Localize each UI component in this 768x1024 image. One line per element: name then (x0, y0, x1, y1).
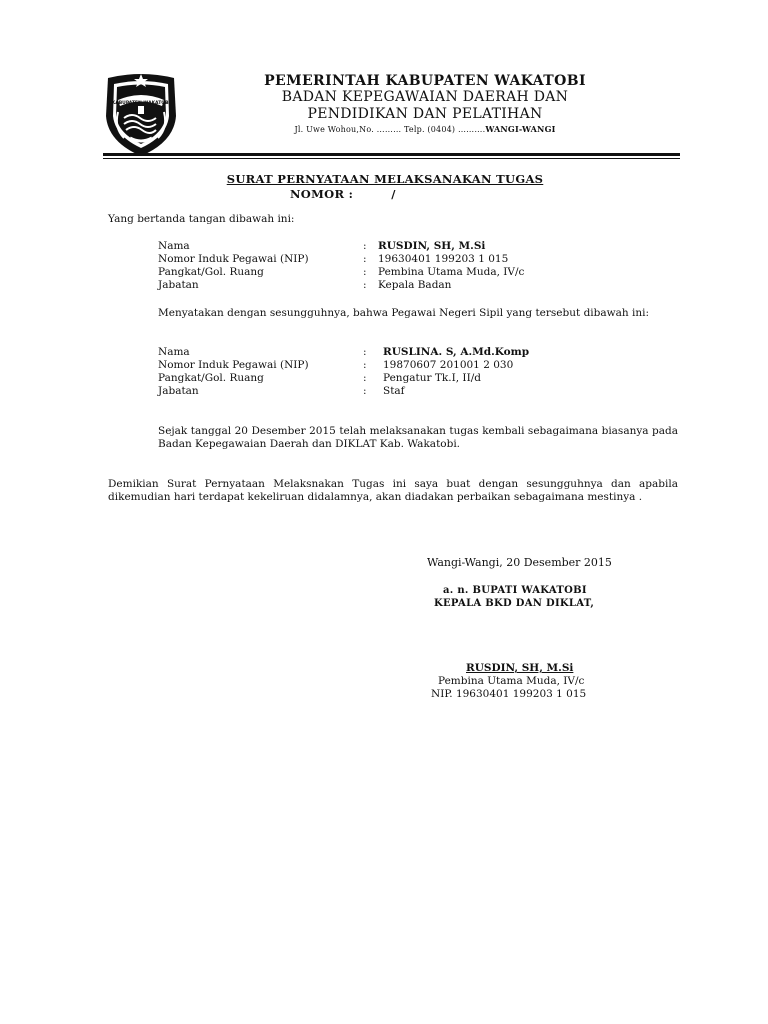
employee-nip-label: Nomor Induk Pegawai (NIP) (158, 359, 309, 371)
intro-text: Yang bertanda tangan dibawah ini: (108, 213, 295, 225)
address-line (195, 124, 655, 134)
statement-paragraph: Menyatakan dengan sesungguhnya, bahwa Pegawai Negeri Sipil yang tersebut dibawah ini: (158, 307, 649, 319)
employee-position-label: Jabatan (158, 385, 199, 397)
on-behalf-line: a. n. BUPATI WAKATOBI (443, 585, 587, 596)
document-title: SURAT PERNYATAAN MELAKSANAKAN TUGAS (226, 172, 544, 186)
since-paragraph: Sejak tanggal 20 Desember 2015 telah melaksanakan tugas kembali sebagaimana biasanya pada Badan Kepegawaian Daerah dan DIKLAT Kab. Wakatobi. (158, 425, 678, 450)
regency-emblem-logo (100, 72, 182, 158)
employee-name-value: RUSLINA. S, A.Md.Komp (383, 346, 530, 358)
signer-position-label: Jabatan (158, 279, 199, 291)
place-date: Wangi-Wangi, 20 Desember 2015 (427, 556, 612, 569)
signer-position-title: KEPALA BKD DAN DIKLAT, (434, 598, 595, 609)
agency-line-2: PENDIDIKAN DAN PELATIHAN (307, 106, 543, 122)
government-name: PEMERINTAH KABUPATEN WAKATOBI (264, 73, 586, 89)
signature-name: RUSDIN, SH, M.Si (466, 662, 574, 674)
number-label: NOMOR : (290, 187, 354, 201)
signer-nip-colon: : (363, 253, 367, 265)
signer-rank-value: Pembina Utama Muda, IV/c (378, 266, 525, 278)
employee-rank-colon: : (363, 372, 367, 384)
employee-name-label: Nama (158, 346, 190, 358)
signature-rank: Pembina Utama Muda, IV/c (438, 675, 585, 687)
signer-name-value: RUSDIN, SH, M.Si (378, 240, 486, 252)
signer-position-value: Kepala Badan (378, 279, 452, 291)
employee-position-value: Staf (383, 385, 405, 397)
employee-position-colon: : (363, 385, 367, 397)
signer-name-label: Nama (158, 240, 190, 252)
agency-name (195, 89, 655, 123)
agency-line-1: BADAN KEPEGAWAIAN DAERAH DAN (281, 89, 569, 105)
employee-nip-value: 19870607 201001 2 030 (383, 359, 514, 371)
document-number (290, 187, 396, 201)
address-text: Jl. Uwe Wohou,No. ……… Telp. (0404) ………. (294, 125, 486, 134)
number-slash: / (391, 187, 396, 201)
header-rule-thin (103, 158, 680, 159)
closing-paragraph: Demikian Surat Pernyataan Melaksnakan Tugas ini saya buat dengan sesungguhnya dan apabila dikemudian hari terdapat kekeliruan didalamnya, akan diadakan perbaikan sebagaimana mestinya . (108, 478, 678, 503)
header-rule-thick (103, 153, 680, 156)
employee-name-colon: : (363, 346, 367, 358)
signer-position-colon: : (363, 279, 367, 291)
svg-text:KABUPATEN WAKATOBI: KABUPATEN WAKATOBI (111, 101, 171, 106)
signature-nip: NIP. 19630401 199203 1 015 (431, 688, 587, 700)
signer-rank-colon: : (363, 266, 367, 278)
signer-name-colon: : (363, 240, 367, 252)
signer-rank-label: Pangkat/Gol. Ruang (158, 266, 264, 278)
signer-nip-label: Nomor Induk Pegawai (NIP) (158, 253, 309, 265)
employee-rank-label: Pangkat/Gol. Ruang (158, 372, 264, 384)
signer-nip-value: 19630401 199203 1 015 (378, 253, 509, 265)
employee-nip-colon: : (363, 359, 367, 371)
employee-rank-value: Pengatur Tk.I, II/d (383, 372, 481, 384)
address-city: WANGI-WANGI (485, 124, 556, 134)
